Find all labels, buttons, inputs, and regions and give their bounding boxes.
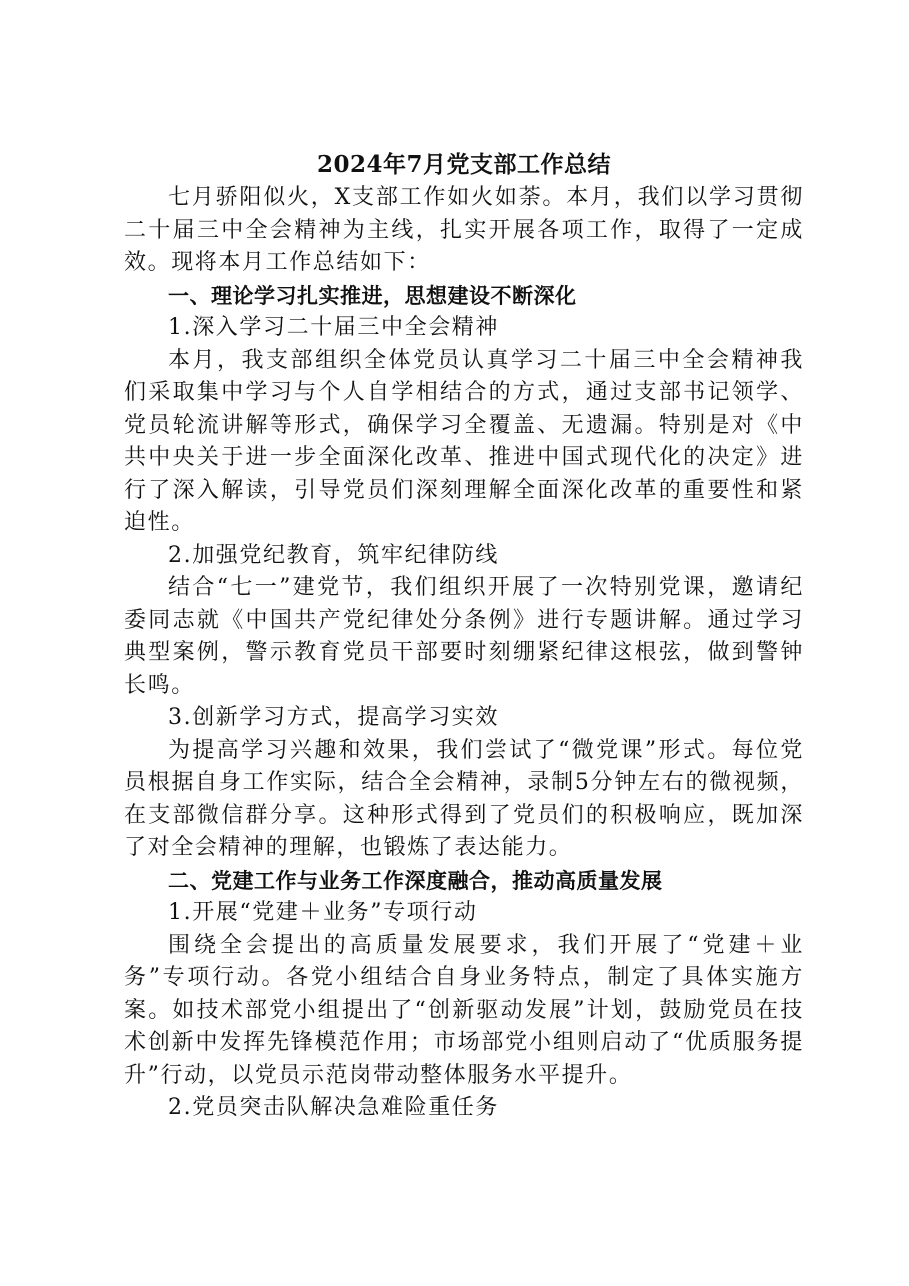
- section2-item1-title: 1.开展“党建＋业务”专项行动: [168, 900, 478, 925]
- section2-item2-title: 2.党员突击队解决急难险重任务: [168, 1095, 499, 1120]
- document-body: [124, 148, 804, 1125]
- section1-item3-body: 为提高学习兴趣和效果，我们尝试了“微党课”形式。每位党员根据自身工作实际，结合全会精神，录制5分钟左右的微视频，在支部微信群分享。这种形式得到了党员们的积极响应，既加深了对全会精神的理解，也锻炼了表达能力。: [124, 737, 804, 860]
- intro-paragraph: 七月骄阳似火，X支部工作如火如荼。本月，我们以学习贯彻二十届三中全会精神为主线，扎实开展各项工作，取得了一定成效。现将本月工作总结如下：: [124, 185, 804, 275]
- section1-item1-body: 本月，我支部组织全体党员认真学习二十届三中全会精神我们采取集中学习与个人自学相结合的方式，通过支部书记领学、党员轮流讲解等形式，确保学习全覆盖、无遗漏。特别是对《中共中央关于进一步全面深化改革、推进中国式现代化的决定》进行了深入解读，引导党员们深刻理解全面深化改革的重要性和紧迫性。: [124, 347, 804, 535]
- section1-item1-title: 1.深入学习二十届三中全会精神: [168, 315, 499, 340]
- section1-item3-title: 3.创新学习方式，提高学习实效: [168, 705, 499, 730]
- section1-item2-body: 结合“七一”建党节，我们组织开展了一次特别党课，邀请纪委同志就《中国共产党纪律处分条例》进行专题讲解。通过学习典型案例，警示教育党员干部要时刻绷紧纪律这根弦，做到警钟长鸣。: [124, 575, 804, 698]
- document-title: 2024年7月党支部工作总结: [316, 151, 612, 178]
- section1-item2-title: 2.加强党纪教育，筑牢纪律防线: [168, 542, 499, 568]
- section2-heading: 二、党建工作与业务工作深度融合，推动高质量发展: [168, 868, 663, 893]
- section1-heading: 一、理论学习扎实推进，思想建设不断深化: [168, 283, 577, 308]
- section2-item1-body: 围绕全会提出的高质量发展要求，我们开展了“党建＋业务”专项行动。各党小组结合自身业务特点，制定了具体实施方案。如技术部党小组提出了“创新驱动发展”计划，鼓励党员在技术创新中发挥先锋模范作用；市场部党小组则启动了“优质服务提升”行动，以党员示范岗带动整体服务水平提升。: [124, 932, 804, 1088]
